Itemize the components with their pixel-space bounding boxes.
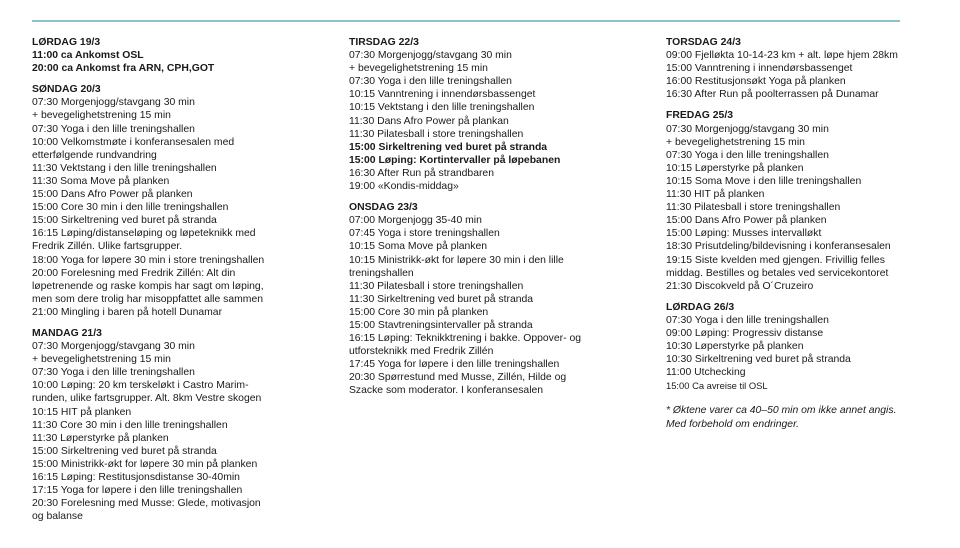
schedule-item: 17:15 Yoga for løpere i den lille treningshallen bbox=[32, 485, 243, 497]
schedule-item: 16:15 Løping: Restitusjonsdistanse 30-40min bbox=[32, 472, 240, 483]
day-block bbox=[349, 201, 649, 397]
schedule-item: 15:00 Løping: Musses intervalløkt bbox=[666, 228, 822, 240]
schedule-item: 10:15 Løperstyrke på planken bbox=[666, 162, 804, 174]
schedule-item: 07:45 Yoga i store treningshallen bbox=[349, 228, 500, 240]
schedule-item: 15:00 Core 30 min på planken bbox=[349, 306, 489, 318]
day-block bbox=[32, 327, 332, 523]
schedule-item: 18:30 Prisutdeling/bildevisning i konferansesalen bbox=[666, 241, 891, 253]
schedule-item: 18:00 Yoga for løpere 30 min i store treningshallen bbox=[32, 254, 265, 266]
schedule-item: 11:00 ca Ankomst OSL bbox=[32, 50, 144, 62]
schedule-item: 07:30 Yoga i den lille treningshallen bbox=[666, 314, 829, 326]
day-title: LØRDAG 19/3 bbox=[32, 37, 101, 48]
schedule-item: 07:30 Yoga i den lille treningshallen bbox=[349, 76, 512, 88]
schedule-column-2 bbox=[349, 36, 649, 406]
day-block bbox=[666, 36, 956, 101]
schedule-item: 11:30 Pilatesball i store treningshallen bbox=[666, 202, 841, 214]
schedule-item: 15:00 Sirkeltrening ved buret på stranda bbox=[349, 141, 548, 153]
schedule-item: 15:00 Løping: Kortintervaller på løpebanen bbox=[349, 154, 561, 166]
schedule-item: 19:15 Siste kvelden med gjengen. Frivillig felles middag. Bestilles og betales ved servicekontoret bbox=[666, 254, 889, 279]
schedule-item: 10:30 Sirkeltrening ved buret på stranda bbox=[666, 354, 851, 366]
schedule-item: 07:00 Morgenjogg 35-40 min bbox=[349, 215, 482, 227]
schedule-item: 11:30 HIT på planken bbox=[666, 189, 765, 201]
schedule-item: 11:30 Soma Move på planken bbox=[32, 175, 170, 187]
schedule-item: 07:30 Morgenjogg/stavgang 30 min + bevegelighetstrening 15 min bbox=[32, 97, 195, 122]
schedule-item: 11:30 Vektstang i den lille treningshallen bbox=[32, 162, 217, 174]
day-list bbox=[666, 36, 956, 392]
schedule-item: 10:15 Ministrikk-økt for løpere 30 min i den lille treningshallen bbox=[349, 254, 564, 279]
schedule-item: 07:30 Morgenjogg/stavgang 30 min + bevegelighetstrening 15 min bbox=[666, 123, 829, 148]
schedule-item: 16:00 Restitusjonsøkt Yoga på planken bbox=[666, 76, 846, 88]
day-title: MANDAG 21/3 bbox=[32, 327, 102, 339]
day-block bbox=[666, 109, 956, 292]
schedule-item: 07:30 Yoga i den lille treningshallen bbox=[666, 149, 829, 161]
schedule-item: 11:30 Sirkeltrening ved buret på stranda bbox=[349, 293, 534, 305]
schedule-item: 20:00 ca Ankomst fra ARN, CPH,GOT bbox=[32, 63, 215, 75]
day-block bbox=[666, 301, 956, 393]
day-block bbox=[32, 83, 332, 319]
schedule-item: 20:30 Spørrestund med Musse, Zillén, Hilde og Szacke som moderator. I konferansesalen bbox=[349, 372, 567, 397]
schedule-item: 11:30 Dans Afro Power på plankan bbox=[349, 115, 509, 127]
schedule-item: 15:00 Ministrikk-økt for løpere 30 min på planken bbox=[32, 458, 258, 470]
schedule-item: 21:00 Mingling i baren på hotell Dunamar bbox=[32, 306, 223, 318]
day-block bbox=[349, 36, 649, 193]
schedule-item: 21:30 Discokveld på O´Cruzeiro bbox=[666, 280, 814, 292]
schedule-item: 10:15 Vektstang i den lille treningshallen bbox=[349, 102, 535, 114]
schedule-item: 17:45 Yoga for løpere i den lille treningshallen bbox=[349, 359, 560, 371]
schedule-item: 11:30 Pilatesball i store treningshallen bbox=[349, 128, 524, 140]
day-title: TIRSDAG 22/3 bbox=[349, 37, 419, 48]
schedule-item: 07:30 Yoga i den lille treningshallen bbox=[32, 367, 195, 379]
schedule-item: 15:00 Dans Afro Power på planken bbox=[32, 189, 193, 201]
schedule-item: 10:15 HIT på planken bbox=[32, 406, 132, 418]
schedule-column-1 bbox=[32, 36, 332, 531]
schedule-item: 10:00 Løping: 20 km terskeløkt i Castro Marim- runden, ulike fartsgrupper. Alt. 8km Vestre skogen bbox=[32, 380, 262, 405]
schedule-item: 11:30 Løperstyrke på planken bbox=[32, 432, 169, 444]
schedule-item: 19:00 «Kondis-middag» bbox=[349, 181, 459, 193]
day-title: SØNDAG 20/3 bbox=[32, 84, 101, 96]
schedule-item: 15:00 Dans Afro Power på planken bbox=[666, 215, 827, 227]
schedule-item: 16:15 Løping: Teknikktrening i bakke. Oppover- og utforsteknikk med Fredrik Zillén bbox=[349, 333, 582, 358]
schedule-item: 07:30 Morgenjogg/stavgang 30 min + bevegelighetstrening 15 min bbox=[32, 341, 195, 366]
schedule-item: 07:30 Morgenjogg/stavgang 30 min + bevegelighetstrening 15 min bbox=[349, 50, 512, 75]
schedule-item: 11:30 Pilatesball i store treningshallen bbox=[349, 280, 524, 292]
schedule-item: 15:00 Ca avreise til OSL bbox=[666, 380, 768, 392]
schedule-item: 10:15 Soma Move i den lille treningshallen bbox=[666, 175, 862, 187]
schedule-item: 15:00 Vanntrening i innendørsbassenget bbox=[666, 63, 853, 75]
header-rule bbox=[32, 20, 900, 22]
schedule-item: 15:00 Core 30 min i den lille treningshallen bbox=[32, 202, 229, 214]
schedule-item: 15:00 Sirkeltrening ved buret på stranda bbox=[32, 445, 217, 457]
schedule-item: 10:15 Vanntrening i innendørsbassenget bbox=[349, 89, 536, 101]
schedule-item: 07:30 Yoga i den lille treningshallen bbox=[32, 123, 195, 135]
schedule-item: 20:00 Forelesning med Fredrik Zillén: Alt din løpetrenende og raske kompis har sagt om løping, men som dere trolig har misoppfattet alle sammen bbox=[32, 267, 264, 305]
schedule-item: 11:30 Core 30 min i den lille treningshallen bbox=[32, 419, 228, 431]
schedule-item: 10:30 Løperstyrke på planken bbox=[666, 341, 804, 353]
schedule-item: 16:15 Løping/distanseløping og løpeteknikk med Fredrik Zillén. Ulike fartsgrupper. bbox=[32, 228, 256, 253]
schedule-column-3 bbox=[666, 36, 956, 431]
footnote: * Øktene varer ca 40–50 min om ikke annet angis. Med forbehold om endringer. bbox=[666, 405, 897, 430]
schedule-item: 16:30 After Run på strandbaren bbox=[349, 167, 494, 179]
day-title: LØRDAG 26/3 bbox=[666, 301, 735, 313]
schedule-item: 20:30 Forelesning med Musse: Glede, motivasjon og balanse bbox=[32, 498, 261, 523]
schedule-item: 10:15 Soma Move på planken bbox=[349, 241, 488, 253]
schedule-item: 09:00 Løping: Progressiv distanse bbox=[666, 327, 824, 339]
schedule-item: 15:00 Sirkeltrening ved buret på stranda bbox=[32, 215, 217, 227]
day-title: ONSDAG 23/3 bbox=[349, 202, 418, 214]
schedule-item: 09:00 Fjelløkta 10-14-23 km + alt. løpe hjem 28km bbox=[666, 50, 898, 62]
schedule-item: 15:00 Stavtreningsintervaller på stranda bbox=[349, 319, 533, 331]
day-title: TORSDAG 24/3 bbox=[666, 37, 741, 48]
day-title: FREDAG 25/3 bbox=[666, 110, 733, 122]
schedule-item: 11:00 Utchecking bbox=[666, 367, 746, 379]
schedule-item: 10:00 Velkomstmøte i konferansesalen med etterfølgende rundvandring bbox=[32, 136, 235, 161]
day-block bbox=[32, 36, 332, 75]
schedule-item: 16:30 After Run på poolterrassen på Dunamar bbox=[666, 89, 879, 101]
